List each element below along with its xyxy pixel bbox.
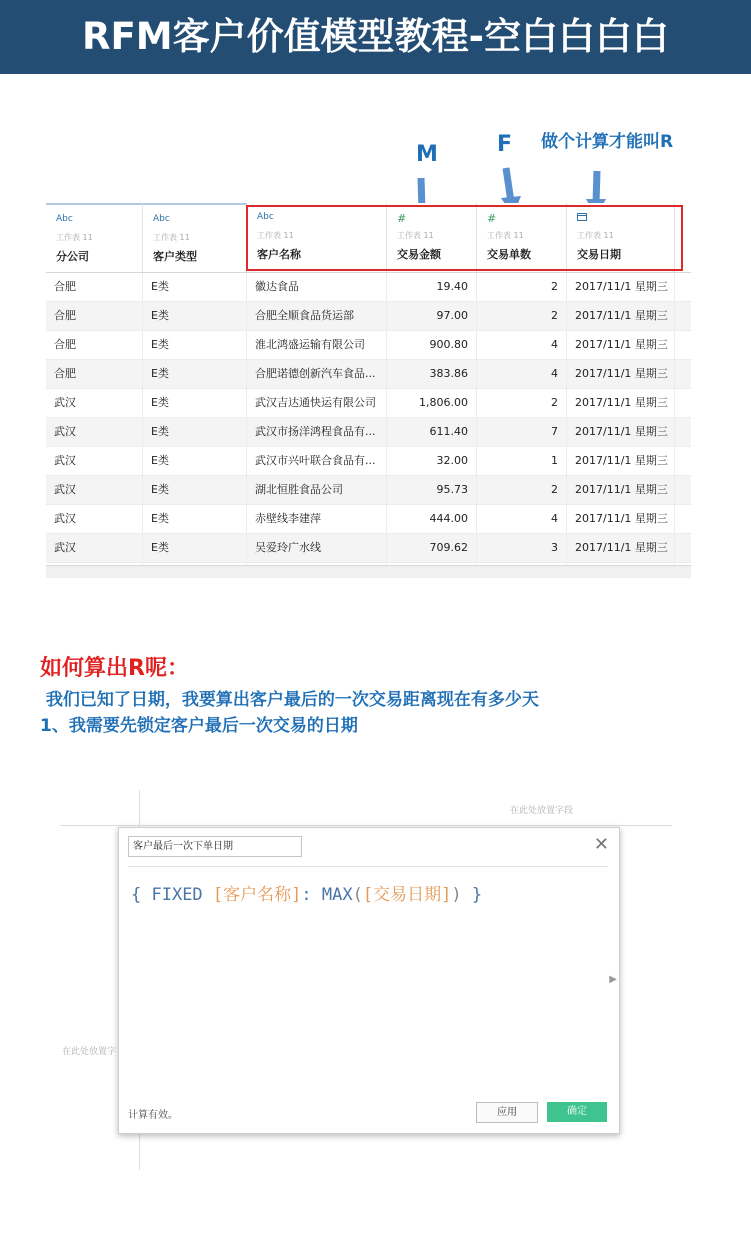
- step-line: 1、我需要先锁定客户最后一次交易的日期: [40, 716, 358, 736]
- table-cell: 32.00: [387, 447, 477, 475]
- column-source: 工作表 11: [56, 233, 93, 242]
- table-cell: 2: [477, 302, 567, 330]
- table-cell: 95.73: [387, 476, 477, 504]
- column-name: 交易日期: [577, 248, 621, 261]
- table-row: [46, 360, 691, 389]
- close-icon[interactable]: ✕: [593, 834, 609, 855]
- table-cell: 武汉市兴叶联合食品有...: [247, 447, 387, 475]
- table-cell: 19.40: [387, 273, 477, 301]
- table-cell: 武汉: [46, 476, 143, 504]
- table-cell: E类: [143, 447, 247, 475]
- formula-paren: ): [451, 885, 462, 905]
- table-cell: 2017/11/1 星期三: [567, 534, 675, 562]
- column-name: 交易单数: [487, 248, 531, 261]
- table-row: [46, 389, 691, 418]
- text-type-icon: Abc: [257, 212, 274, 222]
- annotation-f: F: [497, 132, 513, 157]
- table-cell: 合肥: [46, 331, 143, 359]
- formula-function: MAX: [321, 885, 353, 905]
- calculation-dialog: [118, 827, 620, 1134]
- table-cell: 武汉市扬洋鸿程食品有...: [247, 418, 387, 446]
- expand-arrow-icon[interactable]: ▶: [609, 974, 617, 985]
- explanation-line: 我们已知了日期，我要算出客户最后的一次交易距离现在有多少天: [40, 690, 539, 710]
- column-name: 分公司: [56, 250, 89, 263]
- text-type-icon: Abc: [153, 214, 170, 224]
- text-type-icon: Abc: [56, 214, 73, 224]
- number-type-icon: #: [397, 212, 407, 225]
- divider: [128, 866, 608, 867]
- table-cell: 2: [477, 476, 567, 504]
- table-cell: 611.40: [387, 418, 477, 446]
- table-cell: 2: [477, 389, 567, 417]
- table-cell: 武汉吉达通快运有限公司: [247, 389, 387, 417]
- ok-button[interactable]: 确定: [547, 1102, 607, 1122]
- calc-status: 计算有效。: [128, 1110, 178, 1121]
- table-cell: 2017/11/1 星期三: [567, 302, 675, 330]
- table-cell: 武汉: [46, 447, 143, 475]
- drop-zone-hint: 在此处放置字: [62, 1047, 117, 1057]
- table-row: [46, 476, 691, 505]
- table-cell: 武汉: [46, 505, 143, 533]
- table-cell: E类: [143, 418, 247, 446]
- table-cell: 武汉: [46, 418, 143, 446]
- formula-field: [交易日期]: [362, 885, 452, 905]
- table-cell: 444.00: [387, 505, 477, 533]
- horizontal-scrollbar[interactable]: [46, 565, 691, 578]
- table-cell: 合肥诺德创新汽车食品...: [247, 360, 387, 388]
- table-cell: 4: [477, 331, 567, 359]
- section-heading: 如何算出R呢：: [40, 656, 189, 681]
- table-cell: E类: [143, 331, 247, 359]
- table-cell: 2: [477, 273, 567, 301]
- table-cell: E类: [143, 302, 247, 330]
- formula-editor[interactable]: [131, 880, 482, 905]
- table-cell: E类: [143, 505, 247, 533]
- column-name: 客户名称: [257, 248, 301, 261]
- table-cell: 2017/11/1 星期三: [567, 331, 675, 359]
- calc-name-input[interactable]: 客户最后一次下单日期: [128, 836, 302, 857]
- table-cell: 97.00: [387, 302, 477, 330]
- table-cell: 2017/11/1 星期三: [567, 505, 675, 533]
- table-row: [46, 302, 691, 331]
- formula-field: [客户名称]: [212, 885, 302, 905]
- formula-brace: }: [461, 885, 483, 905]
- table-cell: 709.62: [387, 534, 477, 562]
- table-row: [46, 534, 691, 563]
- table-cell: 7: [477, 418, 567, 446]
- table-cell: 合肥: [46, 273, 143, 301]
- table-row: [46, 505, 691, 534]
- table-cell: 4: [477, 505, 567, 533]
- table-cell: 合肥全顺食品货运部: [247, 302, 387, 330]
- table-cell: 2017/11/1 星期三: [567, 418, 675, 446]
- table-cell: E类: [143, 360, 247, 388]
- table-cell: 吴爱玲广水线: [247, 534, 387, 562]
- column-name: 交易金额: [397, 248, 441, 261]
- table-row: [46, 273, 691, 302]
- highlight-box: [246, 205, 683, 271]
- number-type-icon: #: [487, 212, 497, 225]
- table-cell: 2017/11/1 星期三: [567, 273, 675, 301]
- annotation-r: 做个计算才能叫R: [541, 132, 674, 152]
- table-cell: E类: [143, 389, 247, 417]
- table-cell: 武汉: [46, 534, 143, 562]
- table-cell: E类: [143, 534, 247, 562]
- table-cell: 2017/11/1 星期三: [567, 447, 675, 475]
- table-cell: 淮北鸿盛运输有限公司: [247, 331, 387, 359]
- workspace-guide: [60, 825, 672, 826]
- table-cell: 2017/11/1 星期三: [567, 476, 675, 504]
- table-row: [46, 331, 691, 360]
- table-cell: 2017/11/1 星期三: [567, 389, 675, 417]
- table-row: [46, 447, 691, 476]
- table-cell: 徽达食品: [247, 273, 387, 301]
- table-cell: 900.80: [387, 331, 477, 359]
- table-cell: E类: [143, 273, 247, 301]
- column-source: 工作表 11: [257, 231, 294, 240]
- formula-brace: {: [131, 885, 152, 905]
- page-title: RFM客户价值模型教程-空白白白白: [0, 0, 751, 74]
- table-body: [46, 273, 691, 578]
- column-source: 工作表 11: [577, 231, 614, 240]
- formula-colon: :: [301, 885, 322, 905]
- table-cell: 3: [477, 534, 567, 562]
- column-header[interactable]: [143, 203, 247, 272]
- table-cell: 武汉: [46, 389, 143, 417]
- table-cell: 4: [477, 360, 567, 388]
- table-cell: 合肥: [46, 302, 143, 330]
- table-cell: 1,806.00: [387, 389, 477, 417]
- formula-keyword: FIXED: [151, 885, 213, 905]
- column-source: 工作表 11: [153, 233, 190, 242]
- table-row: [46, 418, 691, 447]
- table-cell: 383.86: [387, 360, 477, 388]
- table-cell: 1: [477, 447, 567, 475]
- annotation-m: M: [416, 142, 438, 167]
- table-cell: 2017/11/1 星期三: [567, 360, 675, 388]
- formula-paren: (: [352, 885, 363, 905]
- apply-button[interactable]: 应用: [476, 1102, 538, 1123]
- table-cell: 赤壁线李建萍: [247, 505, 387, 533]
- column-source: 工作表 11: [487, 231, 524, 240]
- table-cell: 湖北恒胜食品公司: [247, 476, 387, 504]
- table-cell: 合肥: [46, 360, 143, 388]
- column-header[interactable]: [46, 203, 143, 272]
- column-name: 客户类型: [153, 250, 197, 263]
- drop-zone-hint: 在此处放置字段: [510, 806, 574, 816]
- table-cell: E类: [143, 476, 247, 504]
- column-source: 工作表 11: [397, 231, 434, 240]
